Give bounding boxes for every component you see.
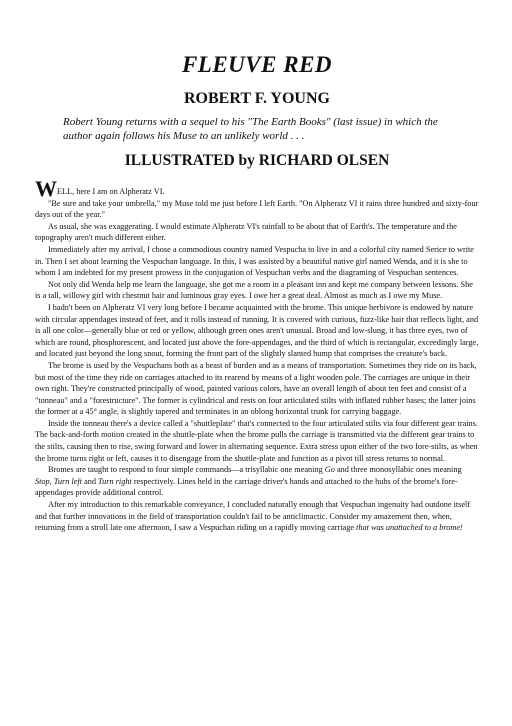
author-byline: ROBERT F. YOUNG <box>184 90 330 107</box>
paragraph-9 <box>35 464 479 499</box>
paragraph-9-text-c: and <box>82 476 99 486</box>
illustrator-credit: ILLUSTRATED by RICHARD OLSEN <box>124 152 390 169</box>
paragraph-5: Not only did Wenda help me learn the language, she got me a room in a pleasant inn and kept me company between lessons. She is a tall, willowy girl with chestnut hair and luminous gray eyes. I owe her a great deal. Almost as much as I owe my Muse. <box>35 279 473 301</box>
paragraph-1-text: ELL, here I am on Alpheratz VI. <box>57 187 165 196</box>
drop-cap: W <box>35 176 57 201</box>
paragraph-2: "Be sure and take your umbrella," my Muse told me just before I left Earth. "On Alpheratz VI it rains three hundred and sixty-four days out of the year." <box>35 198 479 220</box>
story-title: FLEUVE RED <box>181 52 333 77</box>
story-blurb: Robert Young returns with a sequel to his "The Earth Books" (last issue) in which the author again follows his Muse to an unlikely world . . . <box>63 116 438 142</box>
paragraph-9-text-a: Bromes are taught to respond to four simple commands—a trisyllabic one meaning <box>48 465 325 475</box>
paragraph-9-text-d: respectively. Lines held in the carriage driver's hands and attached to the hubs of the brome's fore-appendages provide additional control. <box>35 476 458 498</box>
paragraph-4: Immediately after my arrival, I chose a commodious country named Vespucha to live in and a colorful city named Serice to write in. Then I set about learning the Vespuchan language. In this, I was assisted by a beautiful native girl named Wenda, and it is she to whom I am indebted for my present prowess in the conjugation of Vespuchan verbs and the diagraming of Vespuchan sentences. <box>35 244 474 278</box>
paragraph-10-text: After my introduction to this remarkable conveyance, I concluded naturally enough that Vespuchan ingenuity had outdone itself and that further innovations in the field of transportation couldn't fail to be anticlimactic. Consider my amazement then, when, returning from a stroll late one afternoon, I saw a Vespuchan riding on a rapidly moving carriage <box>35 500 471 533</box>
command-stop-turn-left: Stop, Turn left <box>35 476 82 486</box>
paragraph-9-text-b: and three monosyllabic ones meaning <box>334 465 462 475</box>
paragraph-8: Inside the tonneau there's a device called a "shuttleplate" that's connected to the four articulated stilts via four different gear trains. The back-and-forth motion created in the shuttle-plate when the brome pulls the carriage is transmitted via the different gear trains to the stilts, causing then to rise, swing forward and lower in alternating sequence. Extra stress upon either of the two fore-stilts, as when the brome turns right or left, causes it to disengage from the shuttle-plate and function as a pivot till stress returns to normal. <box>35 418 478 463</box>
paragraph-3: As usual, she was exaggerating. I would estimate Alpheratz VI's rainfall to be about that of Earth's. The temperature and the topography aren't much different either. <box>35 221 457 243</box>
command-go: Go <box>324 465 335 475</box>
command-turn-right: Turn right <box>98 476 132 486</box>
paragraph-10 <box>35 499 479 534</box>
story-body <box>35 176 479 534</box>
paragraph-10-emphasis: that was unattached to a brome! <box>356 523 463 533</box>
paragraph-1 <box>35 176 479 201</box>
paragraph-6: I hadn't been on Alpheratz VI very long before I became acquainted with the brome. This unique herbivore is endowed by nature with circular appendages instead of feet, and it rolls instead of running. It is covered with curious, fuzz-like hair that reflects light, and is all one color—generally blue or red or yellow, although green ones aren't unusual. Broad and low-slung, it has three eyes, two of which are round, phosphorescent, and located just above the fore-appendages, and the third of which is rectangular, exceedingly large, and located just beyond the long snout, forming the front part of the slightly slanted hump that comprises the creature's back. <box>35 302 479 359</box>
paragraph-7: The brome is used by the Vespuchans both as a beast of burden and as a means of transportation. Sometimes they ride on its back, but most of the time they ride on carriages attached to its rearend by means of a light wooden pole. The carriages are unique in their own right. They're constructed principally of wood, painted various colors, have an overall length of about ten feet and consist of a "tonneau" and a "forestructure". The former is cylindrical and rests on four articulated stilts with inflated rubber bases; the latter joins the former at a 45° angle, is slightly tapered and terminates in an oblong horizontal trunk for carrying baggage. <box>35 360 477 417</box>
